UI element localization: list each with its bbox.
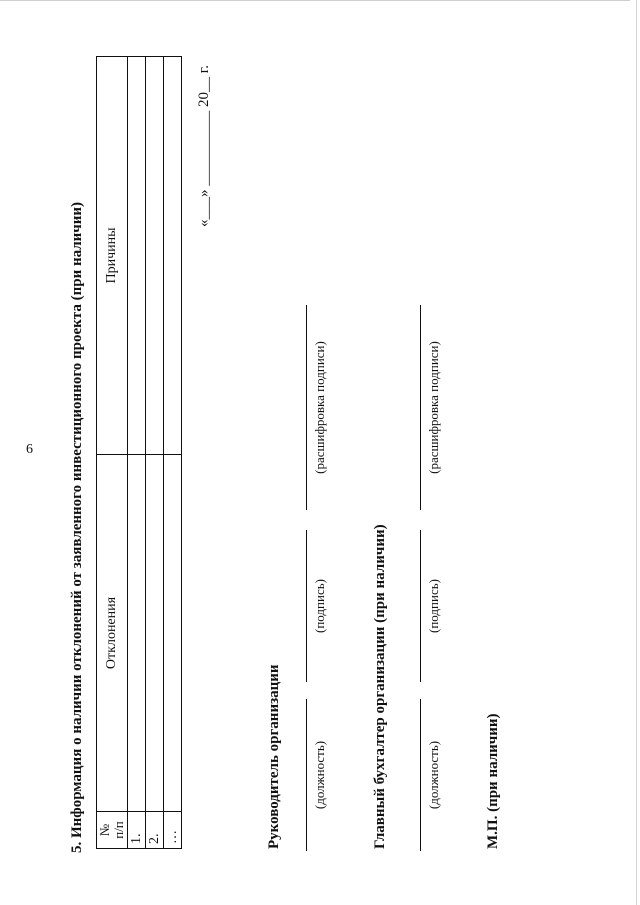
accountant-position-hint: (должность) <box>426 740 441 810</box>
accountant-label: Главный бухгалтер организации (при наличии) <box>372 524 388 849</box>
head-label: Руководитель организации <box>266 664 282 849</box>
row-deviation <box>146 455 164 812</box>
row-number: … <box>164 812 182 849</box>
head-position-line <box>306 699 307 851</box>
table-row <box>164 57 182 849</box>
section-title: 5. Информация о наличии отклонений от заявленного инвестиционного проекта (при наличии) <box>69 201 85 853</box>
header-number <box>97 812 128 849</box>
table-row <box>146 57 164 849</box>
accountant-decoding-hint: (расшифровка подписи) <box>426 341 441 474</box>
header-number-label: № п/п <box>97 821 126 839</box>
row-reason <box>164 57 182 455</box>
header-deviations: Отклонения <box>97 455 128 812</box>
table-header-row <box>97 57 128 849</box>
deviations-table <box>96 56 182 849</box>
head-decoding-hint: (расшифровка подписи) <box>312 341 327 474</box>
header-reasons: Причины <box>97 57 128 455</box>
row-deviation <box>164 455 182 812</box>
head-signature-line <box>306 530 307 682</box>
date-line: «___» __________ 20__ г. <box>196 65 212 227</box>
stamp-label: М.П. (при наличии) <box>485 713 501 849</box>
table-row <box>128 57 146 849</box>
accountant-signature-line <box>420 530 421 682</box>
row-number: 1. <box>128 812 146 849</box>
accountant-position-line <box>420 699 421 851</box>
row-deviation <box>128 455 146 812</box>
accountant-decoding-line <box>420 305 421 510</box>
row-reason <box>146 57 164 455</box>
page-number: 6 <box>26 442 33 457</box>
row-reason <box>128 57 146 455</box>
row-number: 2. <box>146 812 164 849</box>
head-signature-hint: (подпись) <box>312 579 327 633</box>
head-position-hint: (должность) <box>312 740 327 810</box>
accountant-signature-hint: (подпись) <box>426 579 441 633</box>
head-decoding-line <box>306 305 307 510</box>
